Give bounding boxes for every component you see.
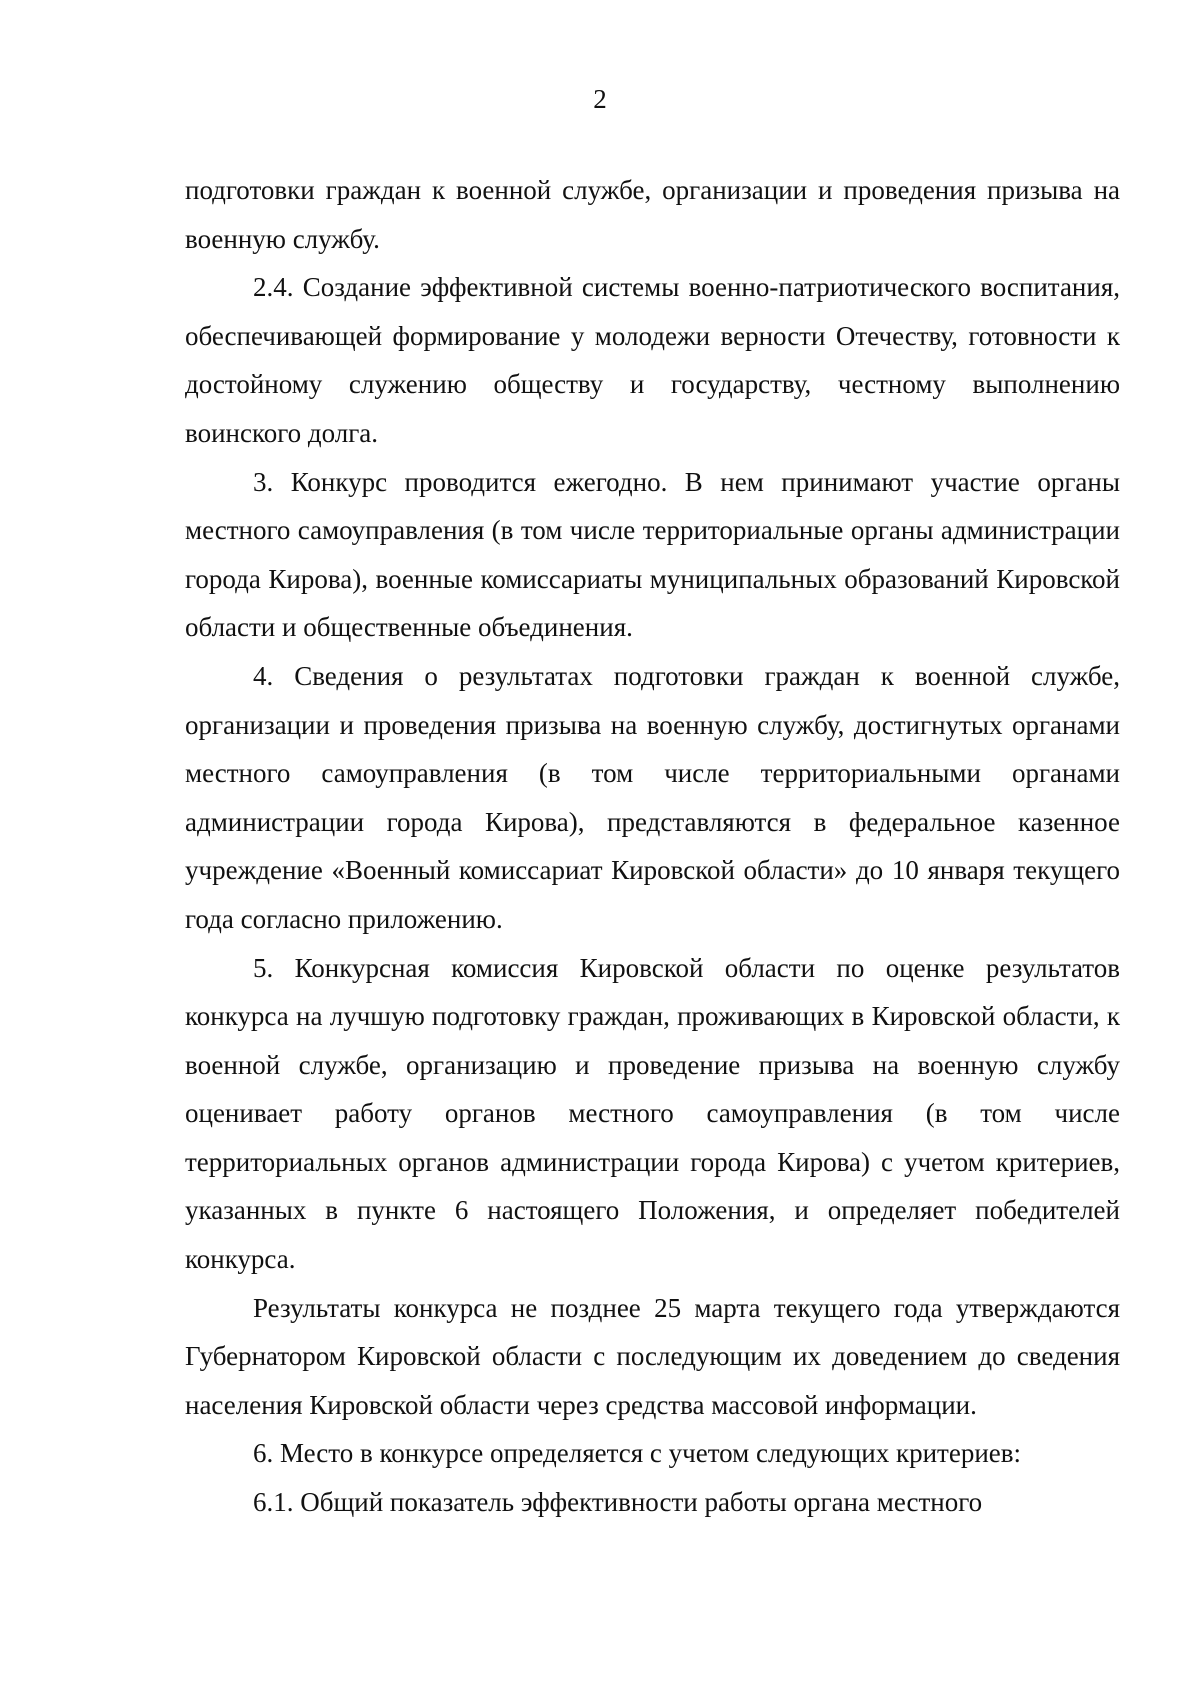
paragraph-continuation: подготовки граждан к военной службе, организации и проведения призыва на военную службу. — [185, 175, 1120, 254]
paragraph-results: Результаты конкурса не позднее 25 марта текущего года утверждаются Губернатором Кировской области с последующим их доведением до сведения населения Кировской области через средства массовой информации. — [185, 1292, 1120, 1420]
document-body — [185, 166, 1120, 1527]
paragraph-4: 4. Сведения о результатах подготовки граждан к военной службе, организации и проведения призыва на военную службу, достигнутых органами местного самоуправления (в том числе территориальными органами администрации города Кирова), представляются в федеральное казенное учреждение «Военный комиссариат Кировской области» до 10 января текущего года согласно приложению. — [185, 660, 1120, 934]
paragraph-2-4: 2.4. Создание эффективной системы военно-патриотического воспитания, обеспечивающей формирование у молодежи верности Отечеству, готовности к достойному служению обществу и государству, честному выполнению воинского долга. — [185, 272, 1120, 448]
paragraph-6: 6. Место в конкурсе определяется с учетом следующих критериев: — [253, 1438, 1021, 1469]
page-number: 2 — [593, 84, 607, 114]
paragraph-5: 5. Конкурсная комиссия Кировской области по оценке результатов конкурса на лучшую подготовку граждан, проживающих в Кировской области, к военной службе, организацию и проведение призыва на военную службу оценивает работу органов местного самоуправления (в том числе территориальных органов администрации города Кирова) с учетом критериев, указанных в пункте 6 настоящего Положения, и определяет победителей конкурса. — [185, 952, 1120, 1275]
paragraph-6-1: 6.1. Общий показатель эффективности работы органа местного — [253, 1487, 983, 1518]
paragraph-3: 3. Конкурс проводится ежегодно. В нем принимают участие органы местного самоуправления (в том числе территориальные органы администрации города Кирова), военные комиссариаты муниципальных образований Кировской области и общественные объединения. — [185, 466, 1120, 643]
